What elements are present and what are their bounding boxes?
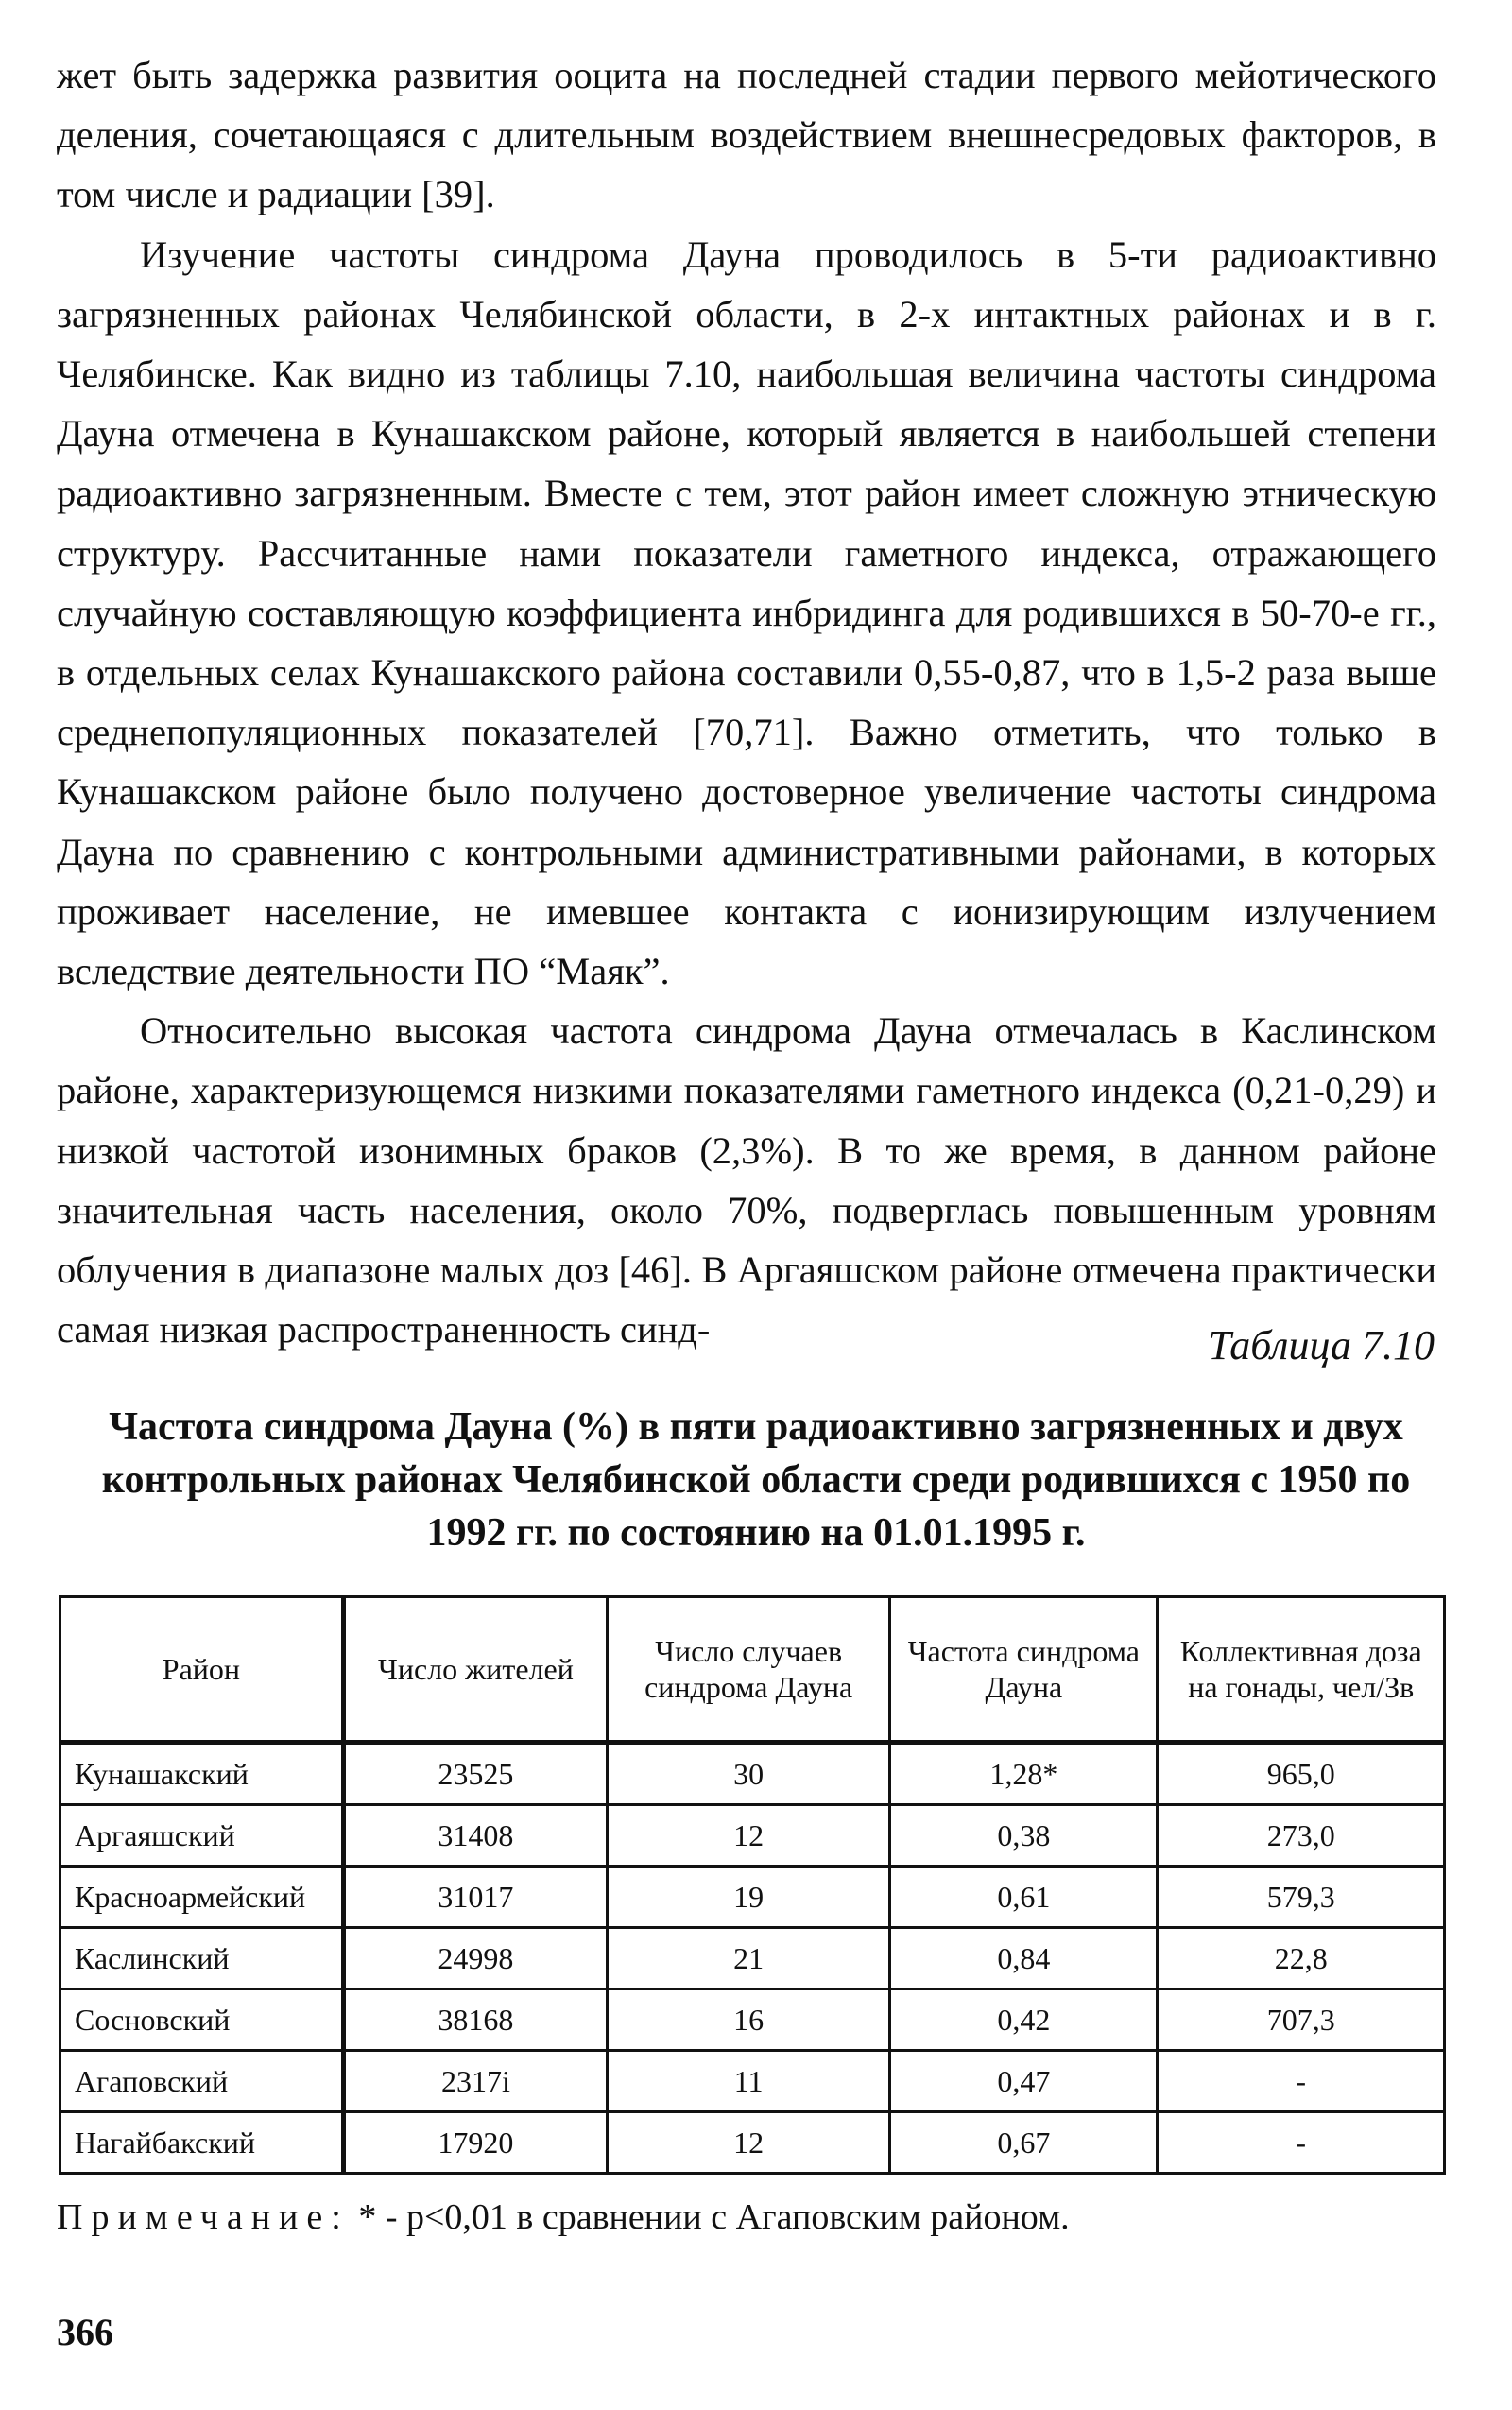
table-cell: 579,3 — [1158, 1867, 1445, 1928]
table-cell: - — [1158, 2112, 1445, 2174]
page-number: 366 — [57, 2311, 113, 2353]
table-row — [60, 1805, 1445, 1867]
table-cell: 12 — [608, 1805, 890, 1867]
table-row — [60, 1743, 1445, 1805]
table-row — [60, 1989, 1445, 2051]
table-cell: Аргаяшский — [60, 1805, 344, 1867]
paragraph: жет быть задержка развития ооцита на последней стадии первого мейотического деления, сочетающаяся с длительным воздействием внешнесредовых факторов, в том числе и радиации [39]. — [57, 54, 1436, 216]
table-cell: 0,38 — [890, 1805, 1158, 1867]
table-row — [60, 2051, 1445, 2112]
table-cell: 1,28* — [890, 1743, 1158, 1805]
table-cell: 0,42 — [890, 1989, 1158, 2051]
table-cell: 31408 — [343, 1805, 607, 1867]
table-cell: 22,8 — [1158, 1928, 1445, 1989]
table-note — [57, 2196, 1070, 2238]
table-cell: 2317i — [343, 2051, 607, 2112]
table-cell: 11 — [608, 2051, 890, 2112]
table-row — [60, 1928, 1445, 1989]
table-cell: 16 — [608, 1989, 890, 2051]
table-cell: 0,67 — [890, 2112, 1158, 2174]
table-row — [60, 2112, 1445, 2174]
column-header: Коллективная доза на гонады, чел/Зв — [1158, 1597, 1445, 1743]
table-cell: - — [1158, 2051, 1445, 2112]
table-cell: 273,0 — [1158, 1805, 1445, 1867]
table-cell: Нагайбакский — [60, 2112, 344, 2174]
table-cell: 31017 — [343, 1867, 607, 1928]
table-cell: Красноармейский — [60, 1867, 344, 1928]
table-header-row — [60, 1597, 1445, 1743]
note-text: * - p<0,01 в сравнении с Агаповским районом. — [349, 2197, 1070, 2237]
table-cell: Агаповский — [60, 2051, 344, 2112]
paragraph: Относительно высокая частота синдрома Дауна отмечалась в Каслинском районе, характеризующемся низкими показателями гаметного индекса (0,21-0,29) и низкой частотой изонимных браков (2,3%). В то же время, в данном районе значительная часть населения, около 70%, подверглась повышенным уровням облучения в диапазоне малых доз [46]. В Аргаяшском районе отмечена практически самая низкая распространенность синд- — [57, 1009, 1436, 1351]
table-cell: 23525 — [343, 1743, 607, 1805]
table-row — [60, 1867, 1445, 1928]
column-header: Район — [60, 1597, 344, 1743]
table-cell: Сосновский — [60, 1989, 344, 2051]
table-cell: 38168 — [343, 1989, 607, 2051]
column-header: Число жителей — [343, 1597, 607, 1743]
table-cell: Кунашакский — [60, 1743, 344, 1805]
table-cell: 0,84 — [890, 1928, 1158, 1989]
table-cell: 17920 — [343, 2112, 607, 2174]
table-cell: 965,0 — [1158, 1743, 1445, 1805]
table-cell: Каслинский — [60, 1928, 344, 1989]
column-header: Число случаев синдрома Дауна — [608, 1597, 890, 1743]
table-cell: 0,61 — [890, 1867, 1158, 1928]
column-header: Частота синдрома Дауна — [890, 1597, 1158, 1743]
table-cell: 21 — [608, 1928, 890, 1989]
table-cell: 24998 — [343, 1928, 607, 1989]
body-text — [57, 45, 1436, 1359]
table-cell: 0,47 — [890, 2051, 1158, 2112]
table-label: Таблица 7.10 — [1208, 1322, 1435, 1369]
table-cell: 707,3 — [1158, 1989, 1445, 2051]
data-table — [59, 1595, 1446, 2175]
table-cell: 19 — [608, 1867, 890, 1928]
paragraph: Изучение частоты синдрома Дауна проводилось в 5-ти радиоактивно загрязненных районах Челябинской области, в 2-х интактных районах и в г. Челябинске. Как видно из таблицы 7.10, наибольшая величина частоты синдрома Дауна отмечена в Кунашакском районе, который является в наибольшей степени радиоактивно загрязненным. Вместе с тем, этот район имеет сложную этническую структуру. Рассчитанные нами показатели гаметного индекса, отражающего случайную составляющую коэффициента инбридинга для родившихся в 50-70-е гг., в отдельных селах Кунашакского района составили 0,55-0,87, что в 1,5-2 раза выше среднепопуляционных показателей [70,71]. Важно отметить, что только в Кунашакском районе было получено достоверное увеличение частоты синдрома Дауна по сравнению с контрольными административными районами, в которых проживает население, не имевшее контакта с ионизирующим излучением вследствие деятельности ПО “Маяк”. — [57, 232, 1436, 993]
table-title: Частота синдрома Дауна (%) в пяти радиоактивно загрязненных и двух контрольных районах Челябинской области среди родившихся с 1950 по 1992 гг. по состоянию на 01.01.1995 г. — [101, 1405, 1411, 1555]
note-lead: Примечание: — [57, 2197, 350, 2237]
table-cell: 30 — [608, 1743, 890, 1805]
table-cell: 12 — [608, 2112, 890, 2174]
